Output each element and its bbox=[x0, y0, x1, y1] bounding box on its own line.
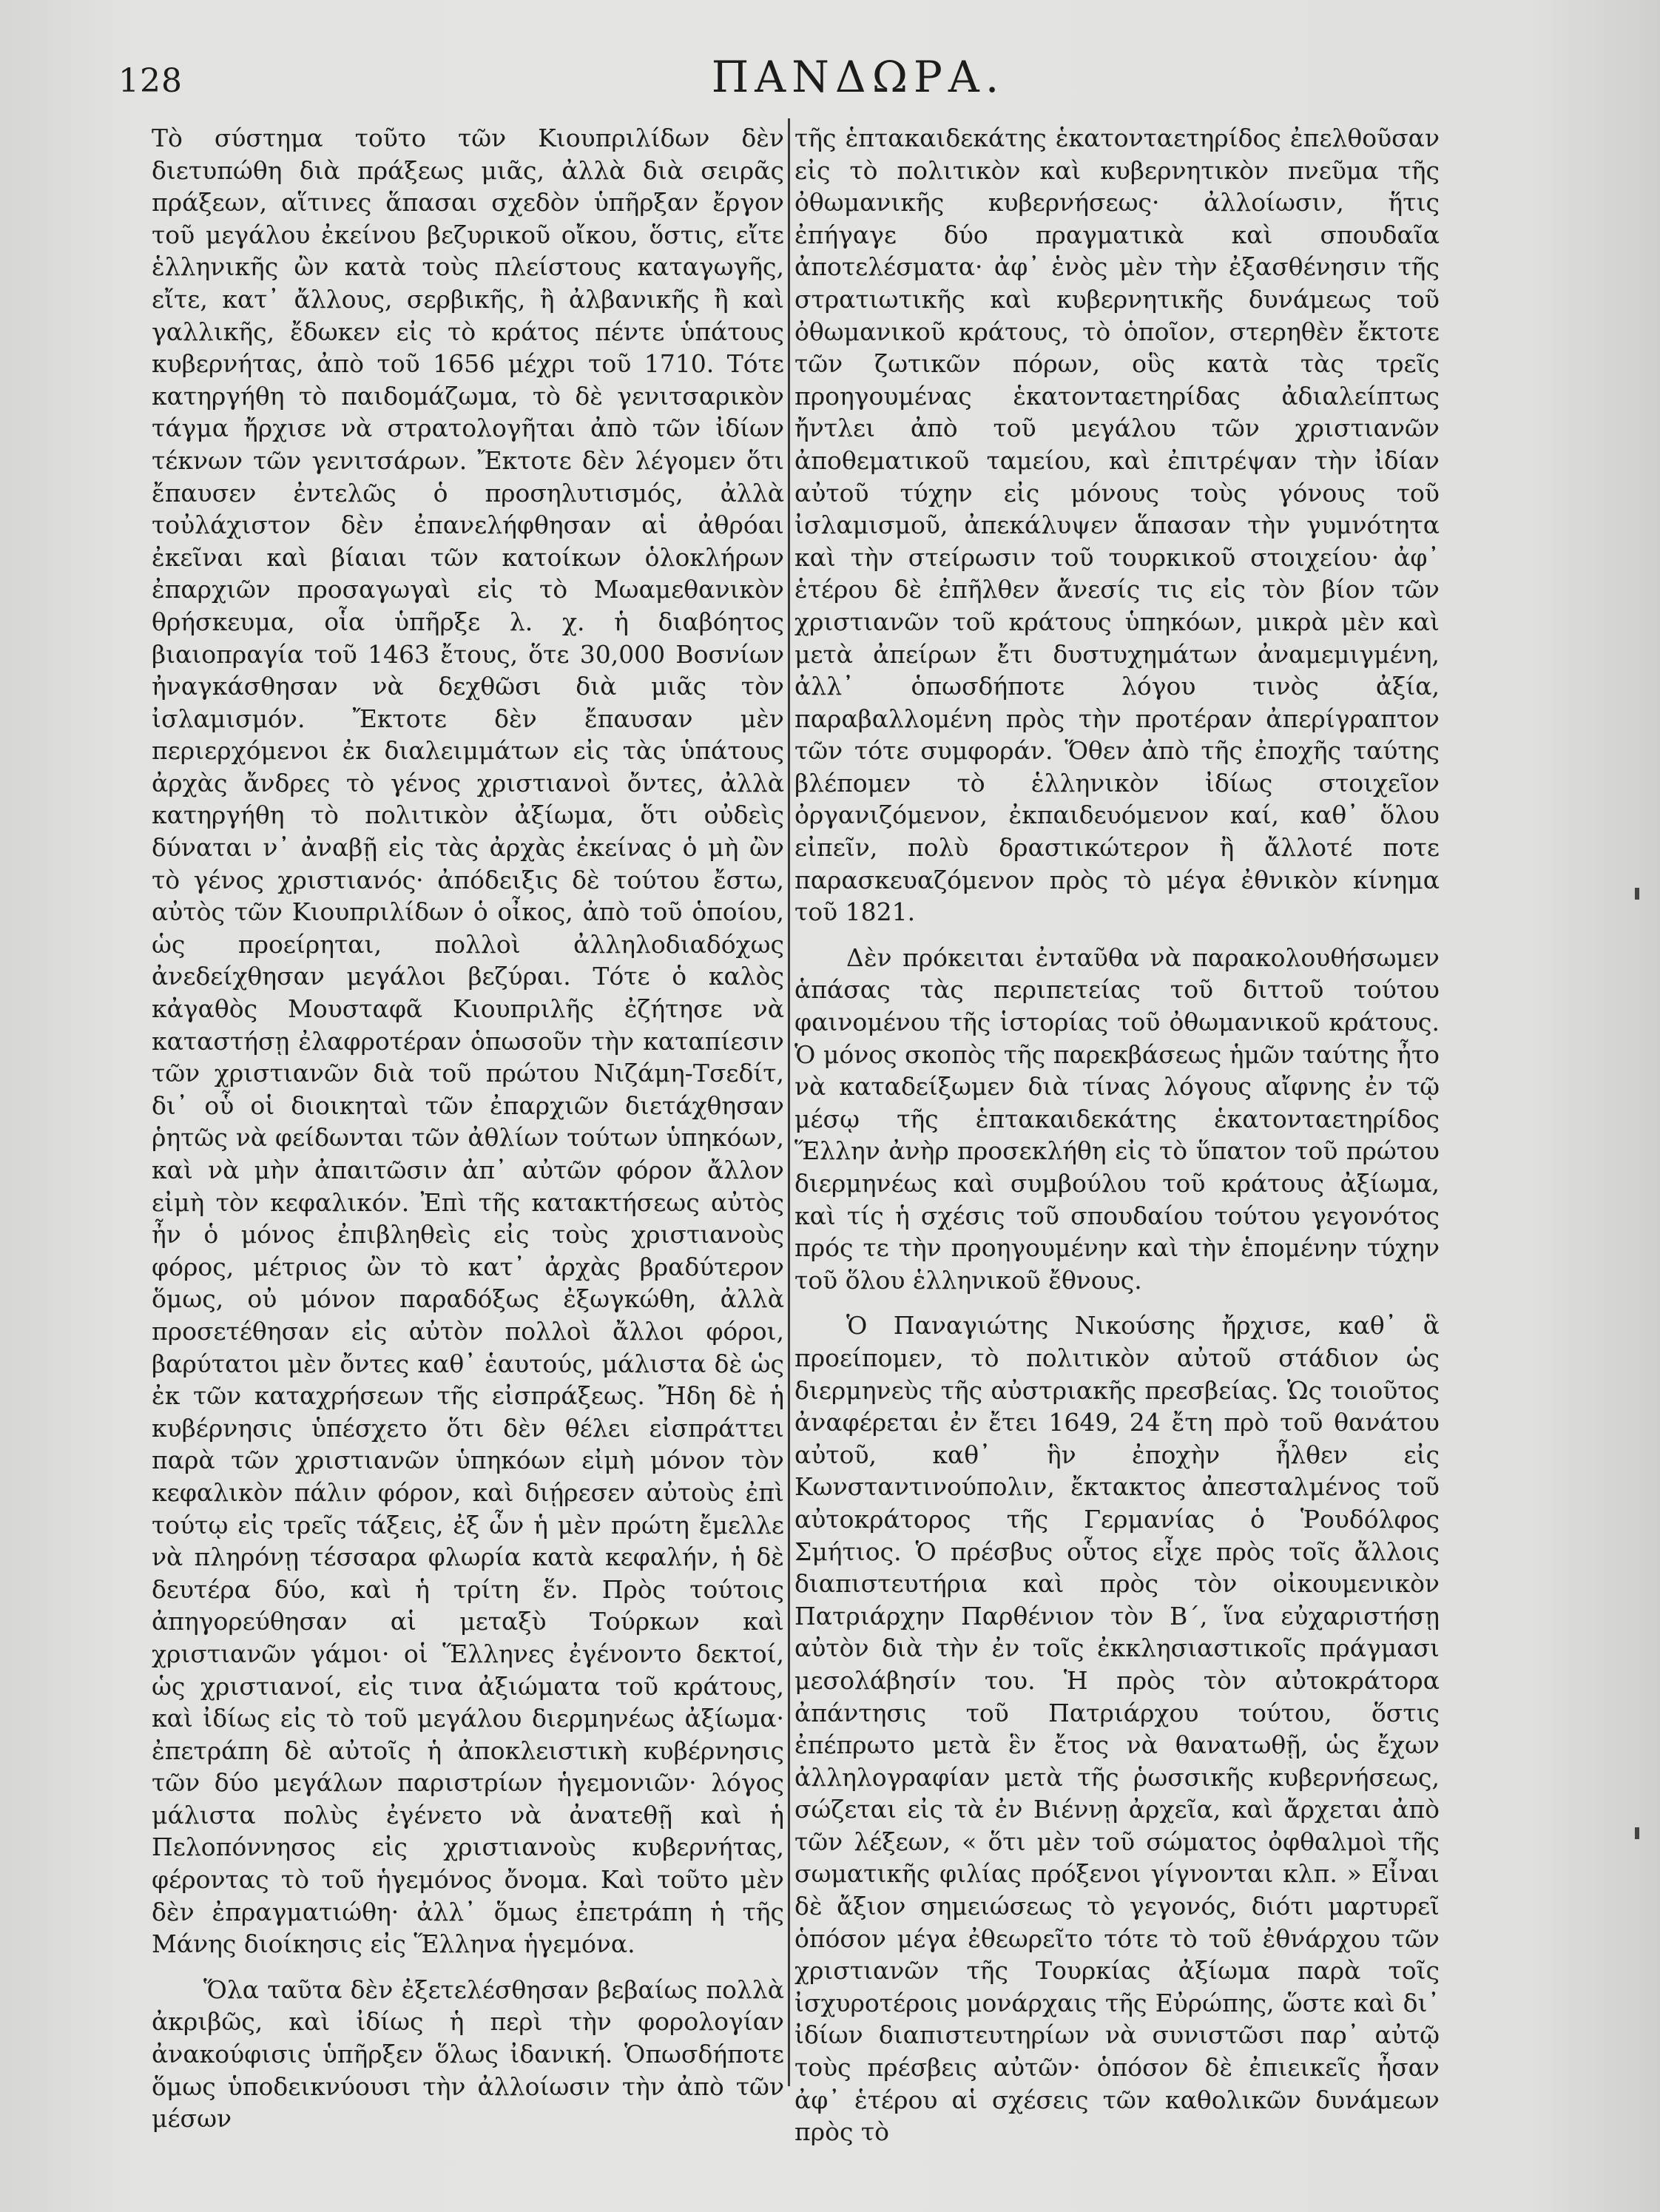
left-paragraph-1: Τὸ σύστημα τοῦτο τῶν Κιουπριλίδων δὲν διετυπώθη διὰ πράξεως μιᾶς, ἀλλὰ διὰ σειρᾶς πράξεων, αἵτινες ἅπασαι σχεδὸν ὑπῆρξαν ἔργον τοῦ μεγάλου ἐκείνου βεζυρικοῦ οἴκου, ὅστις, εἴτε ἑλληνικῆς ὢν κατὰ τοὺς πλείστους καταγωγῆς, εἴτε, κατ᾿ ἄλλους, σερβικῆς, ἢ ἀλβανικῆς ἢ καὶ γαλλικῆς, ἔδωκεν εἰς τὸ κράτος πέντε ὑπάτους κυβερνήτας, ἀπὸ τοῦ 1656 μέχρι τοῦ 1710. Τότε κατηργήθη τὸ παιδομάζωμα, τὸ δὲ γενιτσαρικὸν τάγμα ἤρχισε νὰ στρατολογῆται ἀπὸ τῶν ἰδίων τέκνων τῶν γενιτσάρων. Ἔκτοτε δὲν λέγομεν ὅτι ἔπαυσεν ἐντελῶς ὁ προσηλυτισμός, ἀλλὰ τοὐλάχιστον δὲν ἐπανελήφθησαν αἱ ἀθρόαι ἐκεῖναι καὶ βίαιαι τῶν κατοίκων ὁλοκλήρων ἐπαρχιῶν προσαγωγαὶ εἰς τὸ Μωαμεθανικὸν θρήσκευμα, οἷα ὑπῆρξε λ. χ. ἡ διαβόητος βιαιοπραγία τοῦ 1463 ἔτους, ὅτε 30,000 Βοσνίων ἠναγκάσθησαν νὰ δεχθῶσι διὰ μιᾶς τὸν ἰσλαμισμόν. Ἔκτοτε δὲν ἔπαυσαν μὲν περιερχόμενοι ἐκ διαλειμμάτων εἰς τὰς ὑπάτους ἀρχὰς ἄνδρες τὸ γένος χριστιανοὶ ὄντες, ἀλλὰ κατηργήθη τὸ πολιτικὸν ἀξίωμα, ὅτι οὐδεὶς δύναται ν᾿ ἀναβῇ εἰς τὰς ἀρχὰς ἐκείνας ὁ μὴ ὢν τὸ γένος χριστιανός· ἀπόδειξις δὲ τούτου ἔστω, αὐτὸς τῶν Κιουπριλίδων ὁ οἶκος, ἀπὸ τοῦ ὁποίου, ὡς προείρηται, πολλοὶ ἀλληλοδιαδόχως ἀνεδείχθησαν μεγάλοι βεζύραι. Τότε ὁ καλὸς κἀγαθὸς Μουσταφᾶ Κιουπριλῆς ἐζήτησε νὰ καταστήσῃ ἐλαφροτέραν ὁπωσοῦν τὴν καταπίεσιν τῶν χριστιανῶν διὰ τοῦ πρώτου Νιζάμη-Τσεδίτ, δι᾿ οὗ οἱ διοικηταὶ τῶν ἐπαρχιῶν διετάχθησαν ῥητῶς νὰ φείδωνται τῶν ἀθλίων τούτων ὑπηκόων, καὶ νὰ μὴν ἀπαιτῶσιν ἀπ᾿ αὐτῶν φόρον ἄλλον εἰμὴ τὸν κεφαλικόν. Ἐπὶ τῆς κατακτήσεως αὐτὸς ἦν ὁ μόνος ἐπιβληθεὶς εἰς τοὺς χριστιανοὺς φόρος, μέτριος ὢν τὸ κατ᾿ ἀρχὰς βραδύτερον ὅμως, οὐ μόνον παραδόξως ἐξωγκώθη, ἀλλὰ προσετέθησαν εἰς αὐτὸν πολλοὶ ἄλλοι φόροι, βαρύτατοι μὲν ὄντες καθ᾿ ἑαυτούς, μάλιστα δὲ ὡς ἐκ τῶν καταχρήσεων τῆς εἰσπράξεως. Ἤδη δὲ ἡ κυβέρνησις ὑπέσχετο ὅτι δὲν θέλει εἰσπράττει παρὰ τῶν χριστιανῶν ὑπηκόων εἰμὴ μόνον τὸν κεφαλικὸν πάλιν φόρον, καὶ διῄρεσεν αὐτοὺς ἐπὶ τούτῳ εἰς τρεῖς τάξεις, ἐξ ὧν ἡ μὲν πρώτη ἔμελλε νὰ πληρόνῃ τέσσαρα φλωρία κατὰ κεφαλήν, ἡ δὲ δευτέρα δύο, καὶ ἡ τρίτη ἕν. Πρὸς τούτοις ἀπηγορεύθησαν αἱ μεταξὺ Τούρκων καὶ χριστιανῶν γάμοι· οἱ Ἕλληνες ἐγένοντο δεκτοί, ὡς χριστιανοί, εἰς τινα ἀξιώματα τοῦ κράτους, καὶ ἰδίως εἰς τὸ τοῦ μεγάλου διερμηνέως ἀξίωμα· ἐπετράπη δὲ αὐτοῖς ἡ ἀποκλειστικὴ κυβέρνησις τῶν δύο μεγάλων παριστρίων ἡγεμονιῶν· λόγος μάλιστα πολὺς ἐγένετο νὰ ἀνατεθῇ καὶ ἡ Πελοπόννησος εἰς χριστιανοὺς κυβερνήτας, φέροντας τὸ τοῦ ἡγεμόνος ὄνομα. Καὶ τοῦτο μὲν δὲν ἐπραγματιώθη· ἀλλ᾿ ὅμως ἐπετράπη ἡ τῆς Μάνης διοίκησις εἰς Ἕλληνα ἡγεμόνα. bbox=[152, 124, 784, 1959]
page-number: 128 bbox=[118, 62, 183, 100]
left-paragraph-2: Ὅλα ταῦτα δὲν ἐξετελέσθησαν βεβαίως πολλὰ ἀκριβῶς, καὶ ἰδίως ἡ περὶ τὴν φορολογίαν ἀνακούφισις ὑπῆρξεν ὅλως ἰδανική. Ὁπωσδήποτε ὅμως ὑποδεικνύουσι τὴν ἀλλοίωσιν τὴν ἀπὸ τῶν μέσων bbox=[152, 1975, 784, 2134]
scan-edge-mark bbox=[1635, 1827, 1639, 1839]
scan-edge-mark bbox=[1635, 888, 1639, 900]
page-header bbox=[118, 52, 1531, 118]
right-paragraph-2: Δὲν πρόκειται ἐνταῦθα νὰ παρακολουθήσωμεν ἁπάσας τὰς περιπετείας τοῦ διττοῦ τούτου φαινομένου τῆς ἱστορίας τοῦ ὀθωμανικοῦ κράτους. Ὁ μόνος σκοπὸς τῆς παρεκβάσεως ἡμῶν ταύτης ἦτο νὰ καταδείξωμεν διὰ τίνας λόγους αἴφνης ἐν τῷ μέσῳ τῆς ἑπτακαιδεκάτης ἑκατονταετηρίδος Ἕλλην ἀνὴρ προσεκλήθη εἰς τὸ ὕπατον τοῦ πρώτου διερμηνέως καὶ συμβούλου τοῦ κράτους ἀξίωμα, καὶ τίς ἡ σχέσις τοῦ σπουδαίου τούτου γεγονότος πρός τε τὴν προηγουμένην καὶ τὴν ἑπομένην τύχην τοῦ ὅλου ἑλληνικοῦ ἔθνους. bbox=[794, 943, 1440, 1295]
right-column bbox=[783, 122, 1440, 2148]
left-column bbox=[152, 122, 784, 2135]
running-title: ΠΑΝΔΩΡΑ. bbox=[711, 52, 1005, 102]
right-paragraph-1: τῆς ἑπτακαιδεκάτης ἑκατονταετηρίδος ἐπελθοῦσαν εἰς τὸ πολιτικὸν καὶ κυβερνητικὸν πνεῦμα τῆς ὀθωμανικῆς κυβερνήσεως· ἀλλοίωσιν, ἥτις ἐπήγαγε δύο πραγματικὰ καὶ σπουδαῖα ἀποτελέσματα· ἀφ᾿ ἑνὸς μὲν τὴν ἐξασθένησιν τῆς στρατιωτικῆς καὶ κυβερνητικῆς δυνάμεως τοῦ ὀθωμανικοῦ κράτους, τὸ ὁποῖον, στερηθὲν ἔκτοτε τῶν ζωτικῶν πόρων, οὓς κατὰ τὰς τρεῖς προηγουμένας ἑκατονταετηρίδας ἀδιαλείπτως ἤντλει ἀπὸ τοῦ μεγάλου τῶν χριστιανῶν ἀποθεματικοῦ ταμείου, καὶ ἐπιτρέψαν τὴν ἰδίαν αὐτοῦ τύχην εἰς μόνους τοὺς γόνους τοῦ ἰσλαμισμοῦ, ἀπεκάλυψεν ἅπασαν τὴν γυμνότητα καὶ τὴν στείρωσιν τοῦ τουρκικοῦ στοιχείου· ἀφ᾿ ἑτέρου δὲ ἐπῆλθεν ἄνεσίς τις εἰς τὸν βίον τῶν χριστιανῶν τοῦ κράτους ὑπηκόων, μικρὰ μὲν καὶ μετὰ ἀπείρων ἔτι δυστυχημάτων ἀναμεμιγμένη, ἀλλ᾿ ὁπωσδήποτε λόγου τινὸς ἀξία, παραβαλλομένη πρὸς τὴν προτέραν ἀπερίγραπτον τῶν τότε συμφοράν. Ὅθεν ἀπὸ τῆς ἐποχῆς ταύτης βλέπομεν τὸ ἑλληνικὸν ἰδίως στοιχεῖον ὀργανιζόμενον, ἐκπαιδευόμενον καί, καθ᾿ ὅλου εἰπεῖν, πολὺ δραστικώτερον ἢ ἄλλοτέ ποτε παρασκευαζόμενον πρὸς τὸ μέγα ἐθνικὸν κίνημα τοῦ 1821. bbox=[794, 124, 1440, 927]
right-paragraph-3: Ὁ Παναγιώτης Νικούσης ἤρχισε, καθ᾿ ἃ προείπομεν, τὸ πολιτικὸν αὐτοῦ στάδιον ὡς διερμηνεὺς τῆς αὐστριακῆς πρεσβείας. Ὡς τοιοῦτος ἀναφέρεται ἐν ἔτει 1649, 24 ἔτη πρὸ τοῦ θανάτου αὐτοῦ, καθ᾿ ἣν ἐποχὴν ἦλθεν εἰς Κωνσταντινούπολιν, ἔκτακτος ἀπεσταλμένος τοῦ αὐτοκράτορος τῆς Γερμανίας ὁ Ῥουδόλφος Σμήτιος. Ὁ πρέσβυς οὗτος εἶχε πρὸς τοῖς ἄλλοις διαπιστευτήρια καὶ πρὸς τὸν οἰκουμενικὸν Πατριάρχην Παρθένιον τὸν Β´, ἵνα εὐχαριστήσῃ αὐτὸν διὰ τὴν ἐν τοῖς ἐκκλησιαστικοῖς πράγμασι μεσολάβησίν του. Ἡ πρὸς τὸν αὐτοκράτορα ἀπάντησις τοῦ Πατριάρχου τούτου, ὅστις ἐπέπρωτο μετὰ ἓν ἔτος νὰ θανατωθῇ, ὡς ἔχων ἀλληλογραφίαν μετὰ τῆς ῥωσσικῆς κυβερνήσεως, σώζεται εἰς τὰ ἐν Βιέννῃ ἀρχεῖα, καὶ ἄρχεται ἀπὸ τῶν λέξεων, « ὅτι μὲν τοῦ σώματος ὀφθαλμοὶ τῆς σωματικῆς φιλίας πρόξενοι γίγνονται κλπ. » Εἶναι δὲ ἄξιον σημειώσεως τὸ γεγονός, διότι μαρτυρεῖ ὁπόσον μέγα ἐθεωρεῖτο τότε τὸ τοῦ ἐθνάρχου τῶν χριστιανῶν τῆς Τουρκίας ἀξίωμα παρὰ τοῖς ἰσχυροτέροις μονάρχαις τῆς Εὐρώπης, ὥστε καὶ δι᾿ ἰδίων διαπιστευτηρίων νὰ συνιστῶσι παρ᾿ αὐτῷ τοὺς πρέσβεις αὐτῶν· ὁπόσον δὲ ἐπιεικεῖς ἦσαν ἀφ᾿ ἑτέρου αἱ σχέσεις τῶν καθολικῶν δυνάμεων πρὸς τὸ bbox=[794, 1311, 1440, 2147]
